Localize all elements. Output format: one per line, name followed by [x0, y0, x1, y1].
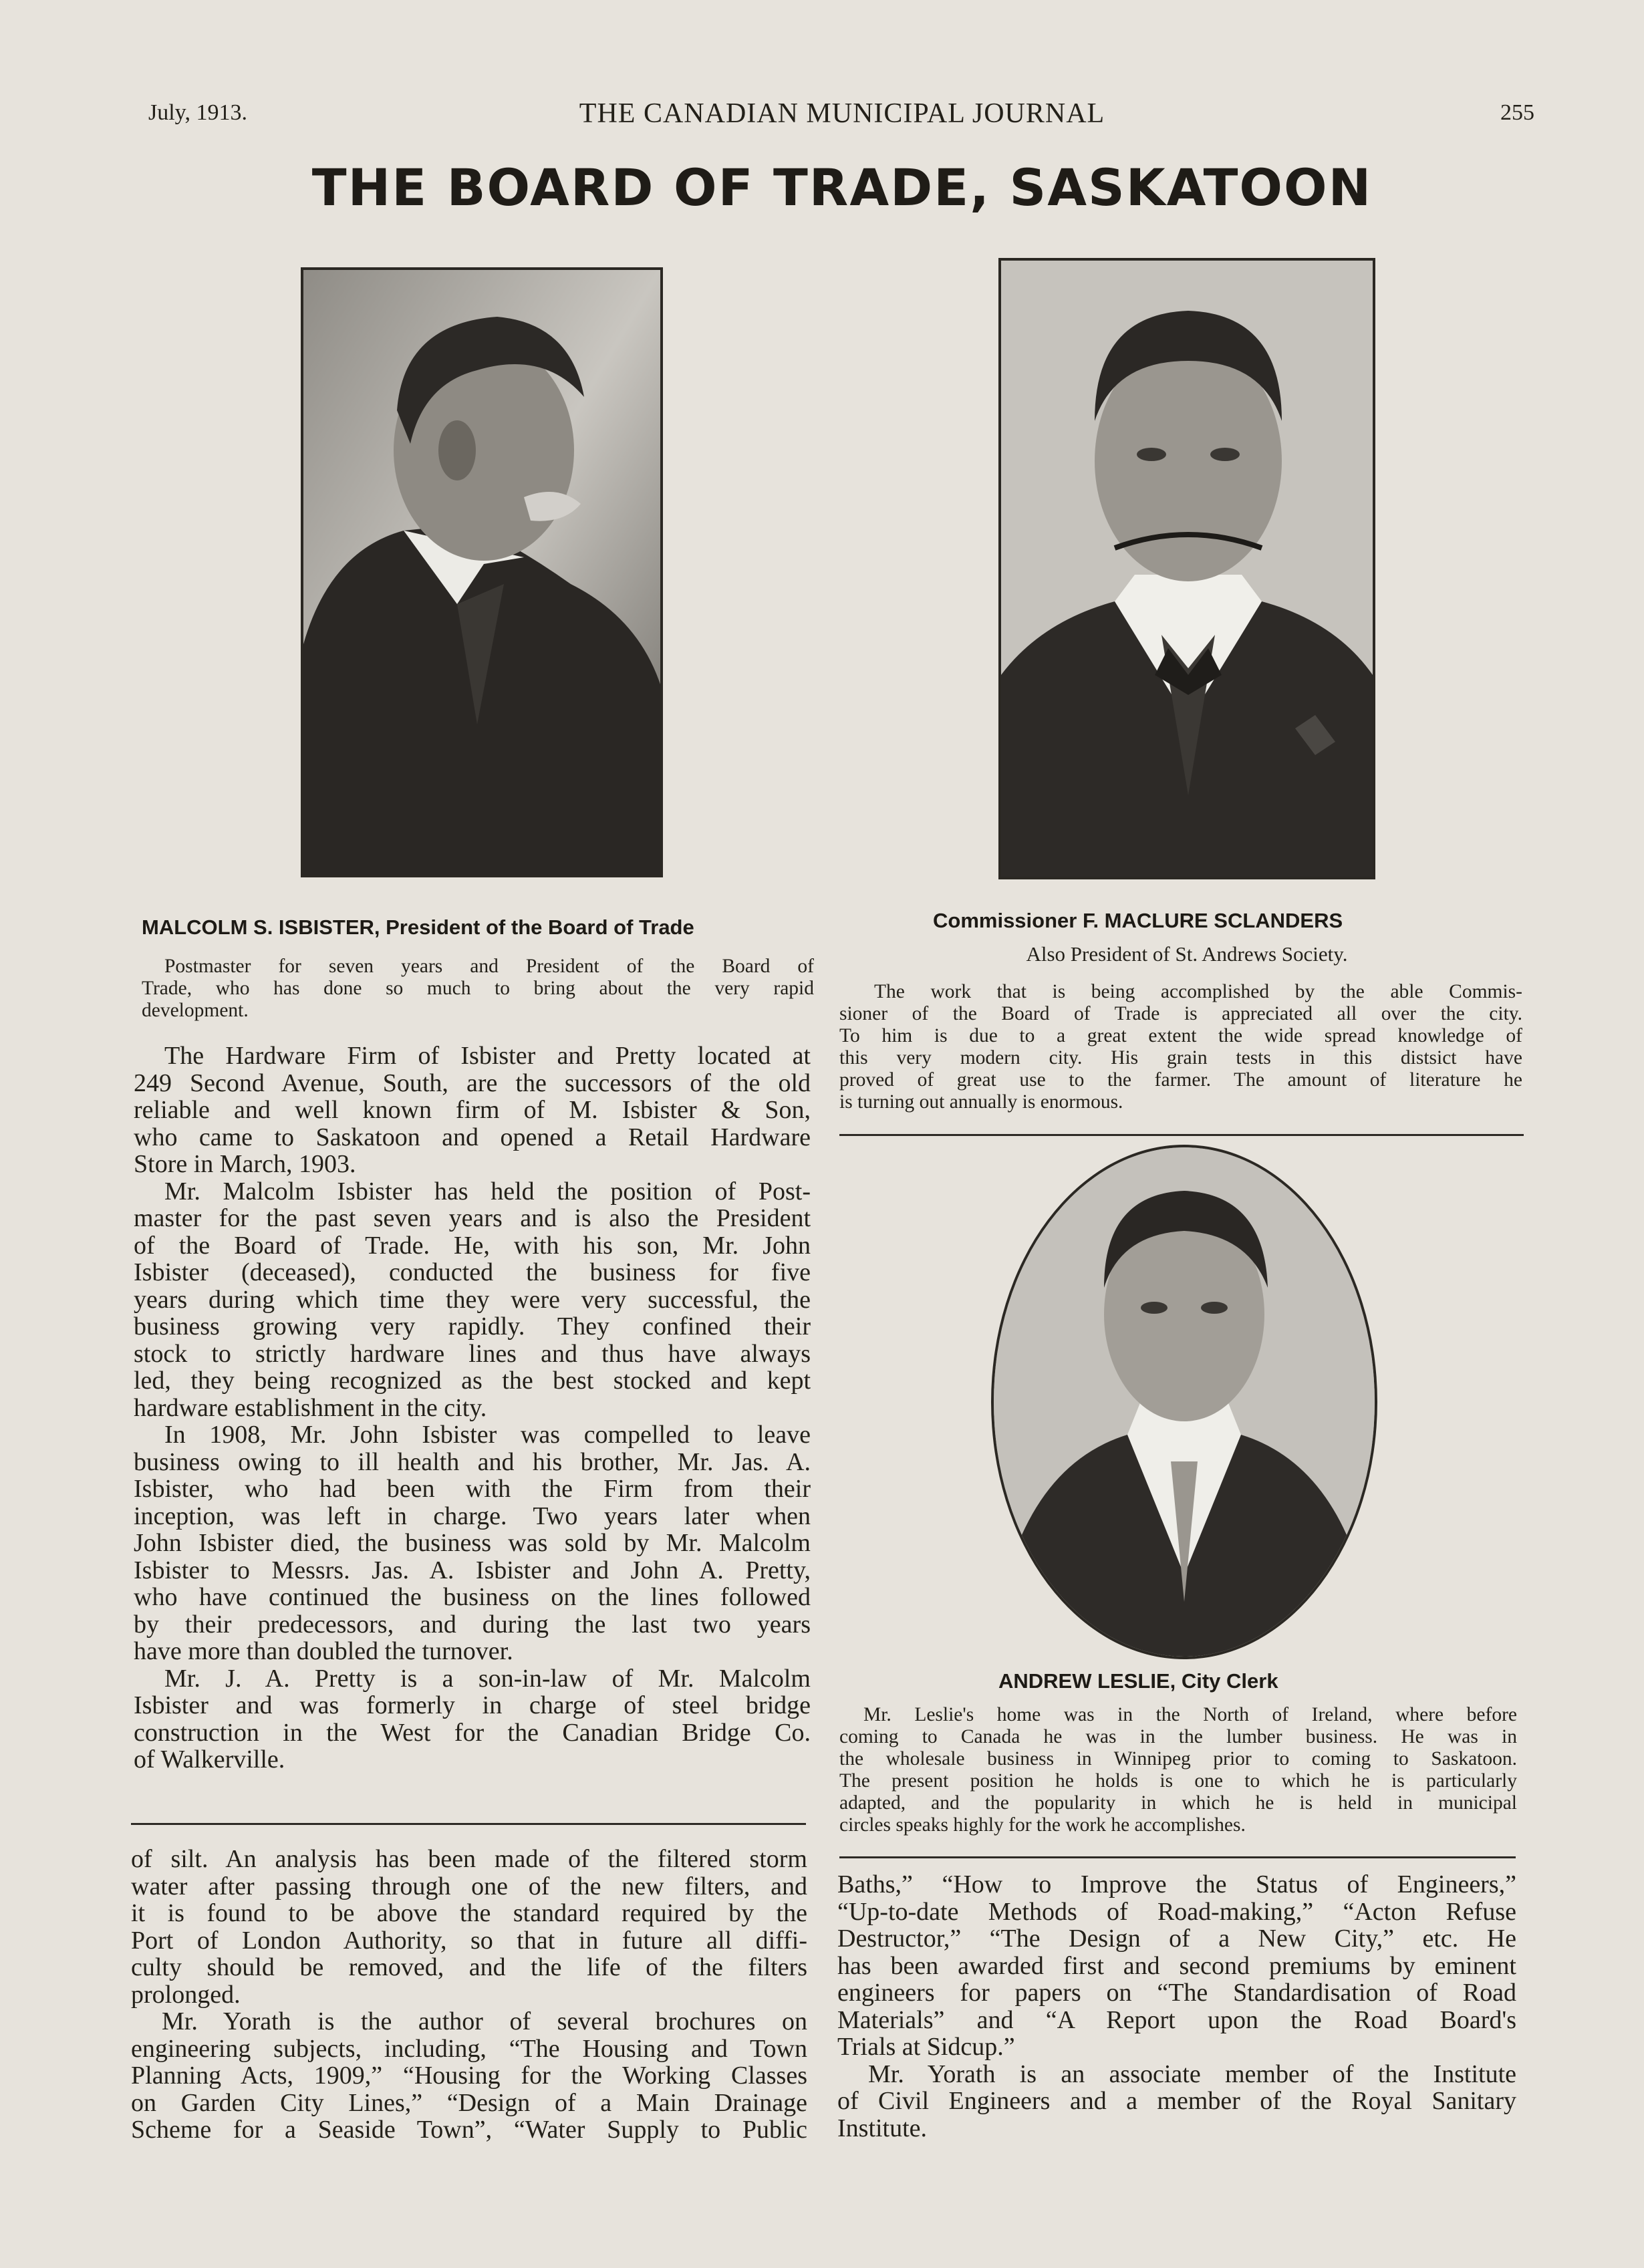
article-line: on Garden City Lines,” “Design of a Main Drainage — [131, 2088, 807, 2117]
article-line: has been awarded first and second premiums by eminent — [837, 1951, 1516, 1980]
isbister-caption-line: development. — [142, 1000, 249, 1021]
article-line: it is found to be above the standard required by the — [131, 1899, 807, 1927]
article-line: Mr. J. A. Pretty is a son-in-law of Mr. Malcolm — [164, 1664, 811, 1693]
article-line: business growing very rapidly. They confined their — [134, 1312, 811, 1340]
isbister-caption-line: Trade, who has done so much to bring about the very rapid — [142, 978, 814, 999]
isbister-article — [134, 1042, 811, 1774]
leslie-caption-line: coming to Canada he was in the lumber business. He was in — [839, 1726, 1517, 1747]
article-line: Isbister to Messrs. Jas. A. Isbister and John A. Pretty, — [134, 1556, 811, 1584]
article-line: stock to strictly hardware lines and thus have always — [134, 1339, 811, 1368]
leslie-caption-line: the wholesale business in Winnipeg prior to coming to Saskatoon. — [839, 1748, 1517, 1769]
leslie-caption-line: adapted, and the popularity in which he is held in municipal — [839, 1792, 1517, 1814]
article-line: who came to Saskatoon and opened a Retail Hardware — [134, 1123, 811, 1151]
article-line: have more than doubled the turnover. — [134, 1637, 513, 1665]
article-line: 249 Second Avenue, South, are the successors of the old — [134, 1069, 811, 1097]
article-line: The Hardware Firm of Isbister and Pretty located at — [164, 1042, 811, 1070]
continued-right-column — [837, 1871, 1516, 2142]
leslie-caption-line: The present position he holds is one to which he is particularly — [839, 1770, 1517, 1792]
article-line: Scheme for a Seaside Town”, “Water Supply to Public — [131, 2116, 807, 2144]
isbister-caption-line: Postmaster for seven years and President of the Board of — [164, 956, 814, 977]
article-line: Isbister and was formerly in charge of steel bridge — [134, 1691, 811, 1719]
sclanders-caption-title: Commissioner F. MACLURE SCLANDERS — [933, 909, 1343, 932]
article-line: prolonged. — [131, 1980, 241, 2009]
article-line: Baths,” “How to Improve the Status of Engineers,” — [837, 1870, 1516, 1898]
divider — [131, 1823, 806, 1825]
article-line: construction in the West for the Canadian Bridge Co. — [134, 1718, 811, 1747]
leslie-caption-line: Mr. Leslie's home was in the North of Ireland, where before — [863, 1704, 1517, 1725]
article-line: Trials at Sidcup.” — [837, 2033, 1015, 2061]
leslie-caption-line: circles speaks highly for the work he accomplishes. — [839, 1814, 1246, 1836]
article-line: reliable and well known firm of M. Isbister & Son, — [134, 1096, 811, 1124]
article-line: engineers for papers on “The Standardisation of Road — [837, 1979, 1516, 2007]
article-line: Institute. — [837, 2114, 928, 2142]
sclanders-caption-line: is turning out annually is enormous. — [839, 1091, 1123, 1113]
article-line: of Walkerville. — [134, 1745, 285, 1774]
article-line: of silt. An analysis has been made of the filtered storm — [131, 1845, 807, 1873]
article-line: led, they being recognized as the best stocked and kept — [134, 1367, 811, 1395]
article-line: Isbister (deceased), conducted the business for five — [134, 1258, 811, 1286]
divider — [839, 1134, 1524, 1136]
article-line: Store in March, 1903. — [134, 1150, 356, 1178]
article-line: Planning Acts, 1909,” “Housing for the Working Classes — [131, 2062, 807, 2090]
article-line: by their predecessors, and during the last two years — [134, 1610, 811, 1639]
leslie-portrait — [991, 1145, 1377, 1659]
isbister-portrait — [301, 267, 663, 877]
continued-left-column — [131, 1846, 807, 2144]
sclanders-caption-line: sioner of the Board of Trade is appreciated all over the city. — [839, 1003, 1522, 1024]
leslie-caption-title: ANDREW LESLIE, City Clerk — [998, 1669, 1278, 1693]
sclanders-caption-line: this very modern city. His grain tests in this distsict have — [839, 1047, 1522, 1069]
article-line: hardware establishment in the city. — [134, 1393, 487, 1422]
article-line: of the Board of Trade. He, with his son, Mr. John — [134, 1231, 811, 1260]
article-line: engineering subjects, including, “The Housing and Town — [131, 2034, 807, 2063]
issue-date: July, 1913. — [148, 100, 247, 125]
article-line: Mr. Yorath is an associate member of the Institute — [868, 2060, 1516, 2088]
article-line: water after passing through one of the new filters, and — [131, 1872, 807, 1900]
article-headline: THE BOARD OF TRADE, SASKATOON — [311, 158, 1373, 217]
article-line: Isbister, who had been with the Firm from their — [134, 1475, 811, 1503]
isbister-caption — [142, 956, 814, 1022]
sclanders-caption — [839, 981, 1522, 1113]
isbister-caption-title: MALCOLM S. ISBISTER, President of the Board of Trade — [142, 915, 694, 939]
sclanders-caption-line: The work that is being accomplished by the able Commis- — [874, 981, 1522, 1002]
article-line: Mr. Malcolm Isbister has held the position of Post- — [164, 1177, 811, 1206]
article-line: years during which time they were very successful, the — [134, 1285, 811, 1314]
page-number: 255 — [1500, 100, 1534, 125]
article-line: Materials” and “A Report upon the Road Board's — [837, 2005, 1516, 2034]
article-line: John Isbister died, the business was sold by Mr. Malcolm — [134, 1529, 811, 1557]
sclanders-portrait — [998, 258, 1375, 879]
sclanders-caption-subtitle: Also President of St. Andrews Society. — [1026, 942, 1348, 966]
article-line: culty should be removed, and the life of the filters — [131, 1953, 807, 1981]
article-line: Port of London Authority, so that in future all diffi- — [131, 1926, 807, 1955]
article-line: Destructor,” “The Design of a New City,” etc. He — [837, 1925, 1516, 1953]
journal-title: THE CANADIAN MUNICIPAL JOURNAL — [579, 98, 1105, 129]
divider — [839, 1856, 1516, 1858]
article-line: of Civil Engineers and a member of the Royal Sanitary — [837, 2087, 1516, 2115]
article-line: master for the past seven years and is also the President — [134, 1204, 811, 1232]
article-line: “Up-to-date Methods of Road-making,” “Acton Refuse — [837, 1897, 1516, 1926]
article-line: In 1908, Mr. John Isbister was compelled to leave — [164, 1421, 811, 1449]
leslie-caption — [839, 1704, 1517, 1836]
article-line: Mr. Yorath is the author of several brochures on — [162, 2007, 807, 2035]
article-line: who have continued the business on the lines followed — [134, 1583, 811, 1611]
sclanders-caption-line: To him is due to a great extent the wide spread knowledge of — [839, 1025, 1522, 1046]
article-line: inception, was left in charge. Two years later when — [134, 1502, 811, 1530]
sclanders-caption-line: proved of great use to the farmer. The amount of literature he — [839, 1069, 1522, 1091]
article-line: business owing to ill health and his brother, Mr. Jas. A. — [134, 1447, 811, 1476]
